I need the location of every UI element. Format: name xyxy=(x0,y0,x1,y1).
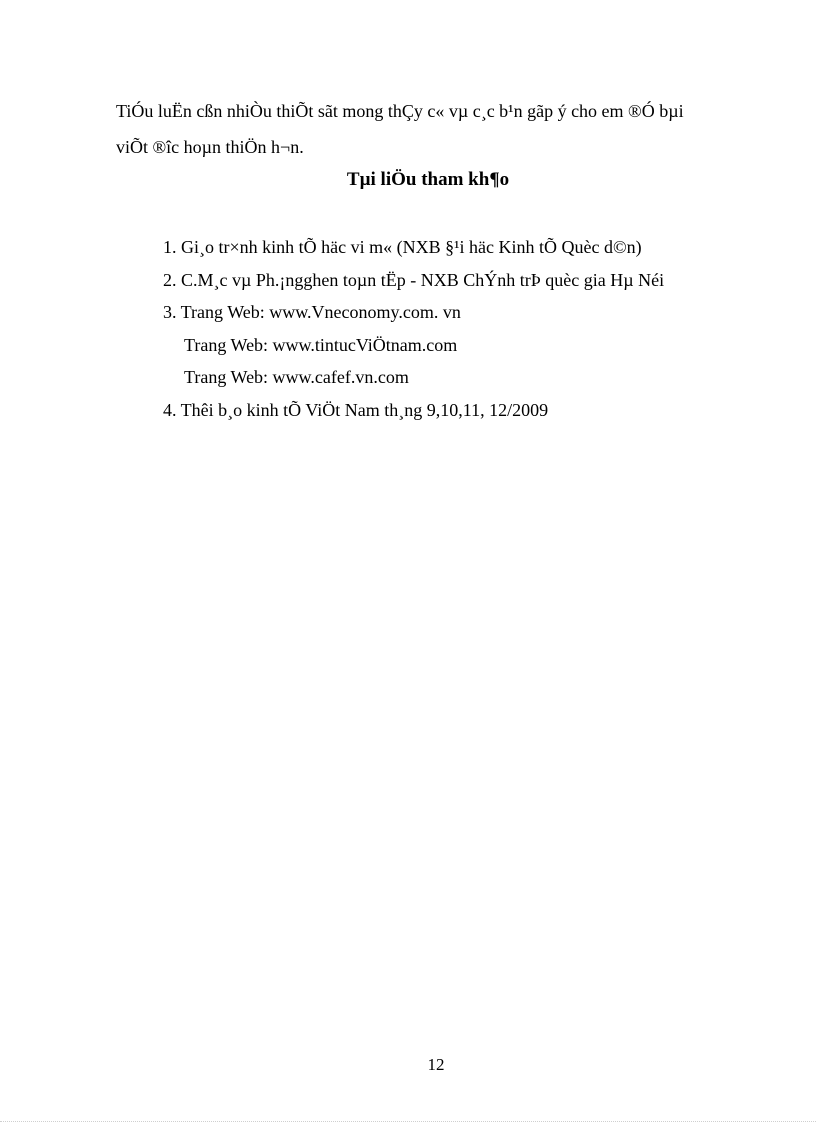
page-bottom-divider xyxy=(0,1121,816,1122)
closing-paragraph-line-1: TiÓu luËn cßn nhiÒu thiÕt sãt mong thÇy c« vµ c¸c b¹n gãp ý cho em ®Ó bµi xyxy=(116,101,684,121)
reference-list xyxy=(163,231,664,426)
reference-item-3: 3. Trang Web: www.Vneconomy.com. vn xyxy=(163,302,461,322)
closing-paragraph-line-2: viÕt ®îc hoµn thiÖn h¬n. xyxy=(116,137,304,157)
reference-item-3-website-2: Trang Web: www.tintucViÖtnam.com xyxy=(184,334,458,355)
reference-item-2: 2. C.M¸c vµ Ph.¡ngghen toµn tËp - NXB ChÝnh trÞ quèc gia Hµ Néi xyxy=(163,269,665,290)
page-number: 12 xyxy=(427,1055,445,1074)
reference-item-4: 4. Thêi b¸o kinh tÕ ViÖt Nam th¸ng 9,10,11, 12/2009 xyxy=(163,399,549,420)
reference-item-1: 1. Gi¸o tr×nh kinh tÕ häc vi m« (NXB §¹i häc Kinh tÕ Quèc d©n) xyxy=(163,237,642,257)
reference-item-3-website-3: Trang Web: www.cafef.vn.com xyxy=(184,367,409,387)
references-heading: Tµi liÖu tham kh¶o xyxy=(346,169,510,190)
